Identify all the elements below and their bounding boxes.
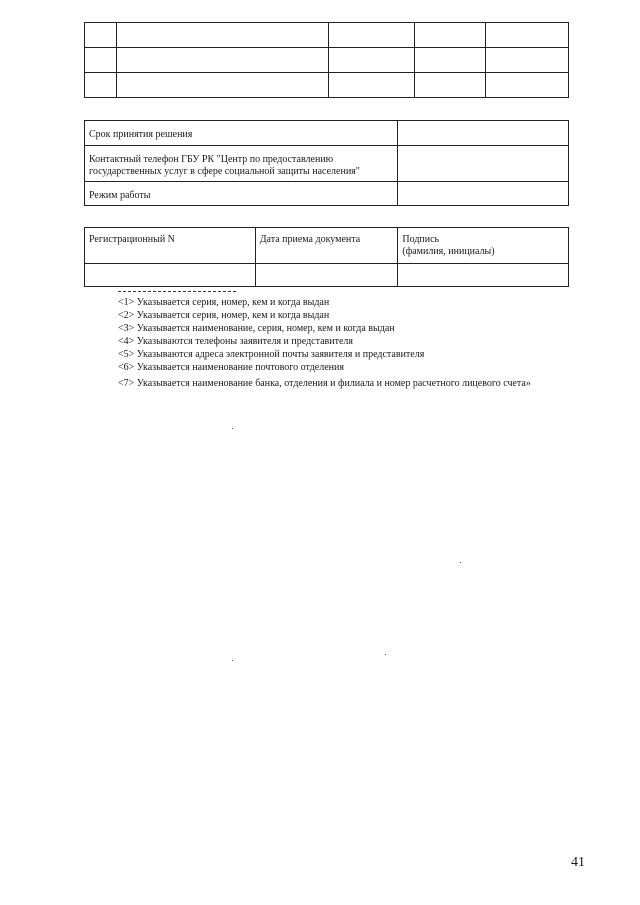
table-cell xyxy=(85,73,117,98)
header-document-date: Дата приема документа xyxy=(255,228,398,264)
table-cell xyxy=(116,73,328,98)
table-cell xyxy=(415,73,485,98)
footnote-7: <7> Указывается наименование банка, отделения и филиала и номер расчетного лицевого счета» xyxy=(118,378,531,389)
continuation-table xyxy=(84,22,569,98)
table-row xyxy=(85,73,569,98)
registration-number-cell xyxy=(85,264,256,287)
footnote-5: <5> Указываются адреса электронной почты заявителя и представителя xyxy=(118,349,425,360)
table-row xyxy=(85,121,569,146)
service-info-table xyxy=(84,120,569,206)
scan-speck xyxy=(232,428,233,429)
table-cell xyxy=(85,23,117,48)
table-header-row xyxy=(85,228,569,264)
table-cell xyxy=(485,48,568,73)
table-cell xyxy=(328,23,414,48)
decision-deadline-label: Срок принятия решения xyxy=(85,121,398,146)
signature-cell xyxy=(398,264,569,287)
table-cell xyxy=(85,48,117,73)
table-row xyxy=(85,264,569,287)
document-date-cell xyxy=(255,264,398,287)
table-cell xyxy=(485,23,568,48)
footnote-2: <2> Указывается серия, номер, кем и когда выдан xyxy=(118,310,330,321)
working-hours-label: Режим работы xyxy=(85,182,398,206)
header-registration-number: Регистрационный N xyxy=(85,228,256,264)
footnotes xyxy=(118,291,578,390)
table-cell xyxy=(116,48,328,73)
table-row xyxy=(85,146,569,182)
footnote-4: <4> Указываются телефоны заявителя и представителя xyxy=(118,336,353,347)
registration-table xyxy=(84,227,569,287)
header-signature-line2: (фамилия, инициалы) xyxy=(402,246,495,257)
table-cell xyxy=(116,23,328,48)
footnote-1: <1> Указывается серия, номер, кем и когда выдан xyxy=(118,297,330,308)
header-signature-line1: Подпись xyxy=(402,234,440,245)
footnote-3: <3> Указывается наименование, серия, номер, кем и когда выдан xyxy=(118,323,395,334)
working-hours-value xyxy=(398,182,569,206)
table-cell xyxy=(415,23,485,48)
table-cell xyxy=(415,48,485,73)
table-cell xyxy=(328,48,414,73)
decision-deadline-value xyxy=(398,121,569,146)
page-number: 41 xyxy=(571,855,585,870)
header-signature xyxy=(398,228,569,264)
contact-phone-label: Контактный телефон ГБУ РК "Центр по предоставлению государственных услуг в сфере социальной защиты населения" xyxy=(85,146,398,182)
table-row xyxy=(85,182,569,206)
table-cell xyxy=(485,73,568,98)
table-cell xyxy=(328,73,414,98)
scan-speck xyxy=(385,654,386,655)
scan-speck xyxy=(232,660,233,661)
table-row xyxy=(85,48,569,73)
contact-phone-value xyxy=(398,146,569,182)
footnote-6: <6> Указывается наименование почтового отделения xyxy=(118,362,344,373)
table-row xyxy=(85,23,569,48)
scan-speck xyxy=(460,562,461,563)
